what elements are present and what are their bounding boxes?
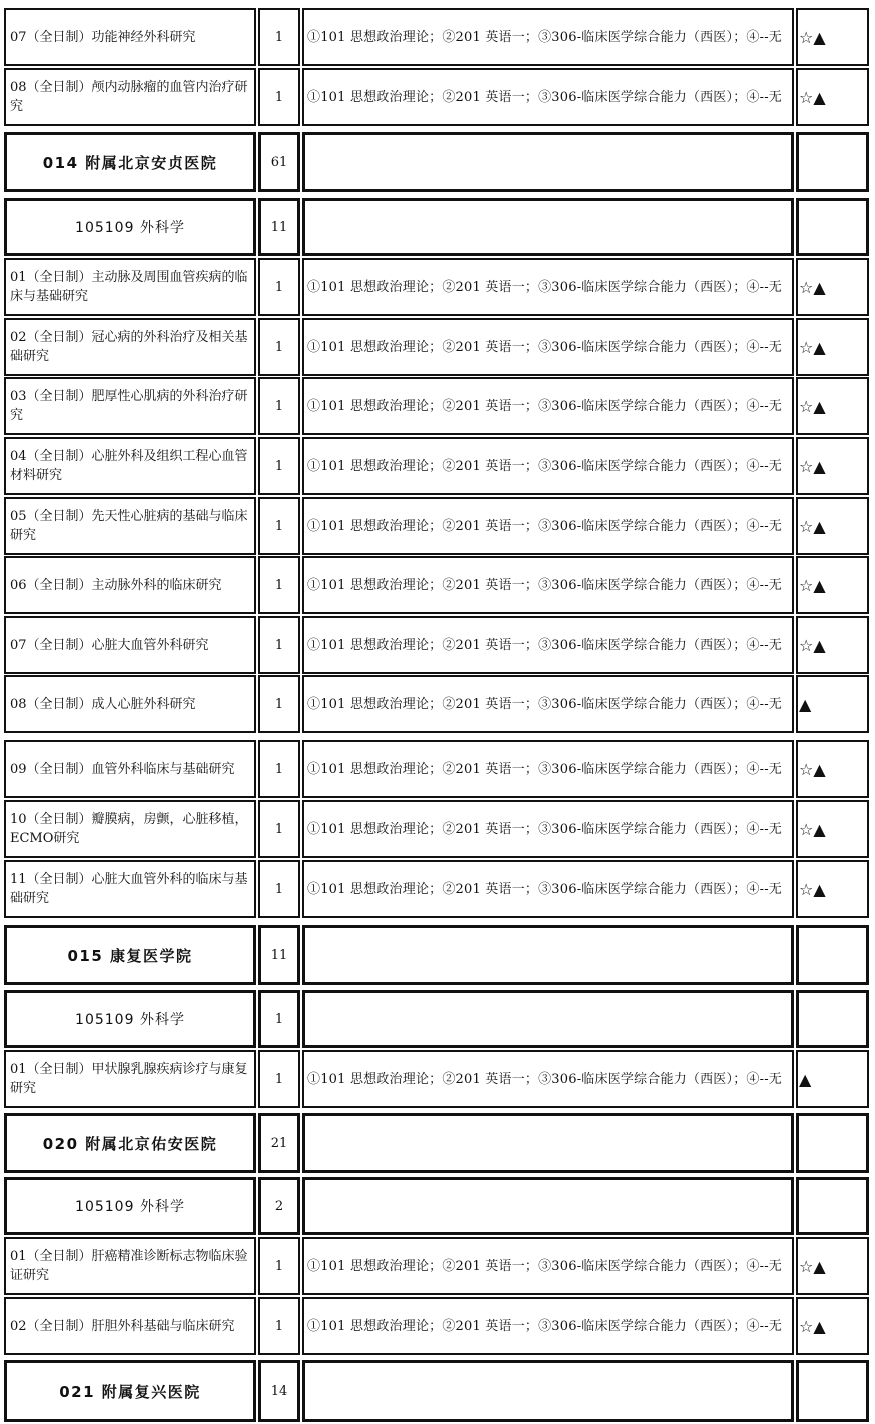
exam-subjects: ①101 思想政治理论；②201 英语一；③306-临床医学综合能力（西医）；④--无 xyxy=(307,89,782,105)
major-cell xyxy=(4,990,256,1048)
direction-name: 07（全日制）心脏大血管外科研究 xyxy=(10,637,209,653)
exam-cell xyxy=(302,377,794,435)
exam-subjects: ①101 思想政治理论；②201 英语一；③306-临床医学综合能力（西医）；④--无 xyxy=(307,1258,782,1274)
quota-cell xyxy=(258,990,300,1048)
star-triangle-mark: ☆▲ xyxy=(799,1256,826,1276)
mark-cell xyxy=(796,675,869,733)
mark-cell xyxy=(796,1050,869,1108)
quota-count: 1 xyxy=(274,821,284,837)
mark-cell xyxy=(796,437,869,495)
quota-cell xyxy=(258,800,300,858)
direction-cell xyxy=(4,258,256,316)
table-row xyxy=(2,860,871,918)
quota-cell xyxy=(258,1177,300,1235)
direction-cell xyxy=(4,860,256,918)
mark-cell xyxy=(796,318,869,376)
mark-cell xyxy=(796,556,869,614)
mark-cell xyxy=(796,1177,869,1235)
exam-cell xyxy=(302,437,794,495)
mark-cell xyxy=(796,1113,869,1173)
exam-cell xyxy=(302,68,794,126)
exam-cell xyxy=(302,990,794,1048)
department-name: 020 附属北京佑安医院 xyxy=(42,1134,218,1153)
quota-count: 1 xyxy=(274,761,284,777)
exam-cell xyxy=(302,1177,794,1235)
direction-name: 03（全日制）肥厚性心肌病的外科治疗研究 xyxy=(10,389,248,423)
exam-subjects: ①101 思想政治理论；②201 英语一；③306-临床医学综合能力（西医）；④--无 xyxy=(307,821,782,837)
quota-cell xyxy=(258,497,300,555)
direction-name: 04（全日制）心脏外科及组织工程心血管材料研究 xyxy=(10,449,248,483)
table-row xyxy=(2,68,871,126)
mark-cell xyxy=(796,990,869,1048)
table-row xyxy=(2,437,871,495)
quota-cell xyxy=(258,68,300,126)
star-triangle-mark: ☆▲ xyxy=(799,396,826,416)
quota-cell xyxy=(258,377,300,435)
quota-cell xyxy=(258,675,300,733)
exam-subjects: ①101 思想政治理论；②201 英语一；③306-临床医学综合能力（西医）；④--无 xyxy=(307,696,782,712)
table-row xyxy=(2,556,871,614)
direction-name: 06（全日制）主动脉外科的临床研究 xyxy=(10,577,222,593)
quota-count: 1 xyxy=(274,279,284,295)
exam-subjects: ①101 思想政治理论；②201 英语一；③306-临床医学综合能力（西医）；④--无 xyxy=(307,398,782,414)
department-row xyxy=(2,925,871,985)
major-cell xyxy=(4,198,256,256)
direction-cell xyxy=(4,8,256,66)
quota-cell xyxy=(258,1297,300,1355)
quota-count: 1 xyxy=(274,1258,284,1274)
direction-name: 01（全日制）肝癌精准诊断标志物临床验证研究 xyxy=(10,1249,248,1283)
quota-count: 11 xyxy=(270,947,288,963)
table-row xyxy=(2,377,871,435)
quota-count: 1 xyxy=(274,458,284,474)
direction-cell xyxy=(4,68,256,126)
direction-cell xyxy=(4,675,256,733)
department-row xyxy=(2,1360,871,1422)
direction-name: 07（全日制）功能神经外科研究 xyxy=(10,29,196,45)
direction-cell xyxy=(4,497,256,555)
exam-subjects: ①101 思想政治理论；②201 英语一；③306-临床医学综合能力（西医）；④--无 xyxy=(307,881,782,897)
quota-cell xyxy=(258,860,300,918)
star-triangle-mark: ☆▲ xyxy=(799,277,826,297)
major-row xyxy=(2,198,871,256)
quota-cell xyxy=(258,1360,300,1422)
exam-cell xyxy=(302,860,794,918)
direction-cell xyxy=(4,800,256,858)
quota-count: 1 xyxy=(274,398,284,414)
exam-cell xyxy=(302,1360,794,1422)
direction-name: 08（全日制）颅内动脉瘤的血管内治疗研究 xyxy=(10,80,248,114)
direction-name: 02（全日制）肝胆外科基础与临床研究 xyxy=(10,1318,235,1334)
exam-cell xyxy=(302,1237,794,1295)
department-row xyxy=(2,132,871,192)
star-triangle-mark: ☆▲ xyxy=(799,879,826,899)
direction-name: 05（全日制）先天性心脏病的基础与临床研究 xyxy=(10,509,248,543)
major-row xyxy=(2,1177,871,1235)
table-row xyxy=(2,675,871,733)
mark-cell xyxy=(796,1297,869,1355)
direction-cell xyxy=(4,740,256,798)
quota-count: 1 xyxy=(274,339,284,355)
quota-count: 1 xyxy=(274,1011,284,1027)
direction-name: 01（全日制）主动脉及周围血管疾病的临床与基础研究 xyxy=(10,270,248,304)
exam-subjects: ①101 思想政治理论；②201 英语一；③306-临床医学综合能力（西医）；④--无 xyxy=(307,518,782,534)
major-name: 105109 外科学 xyxy=(75,220,185,236)
quota-count: 61 xyxy=(270,154,288,170)
mark-cell xyxy=(796,377,869,435)
exam-cell xyxy=(302,1050,794,1108)
direction-cell xyxy=(4,1050,256,1108)
quota-cell xyxy=(258,437,300,495)
table-row xyxy=(2,258,871,316)
star-triangle-mark: ☆▲ xyxy=(799,27,826,47)
exam-cell xyxy=(302,198,794,256)
mark-cell xyxy=(796,860,869,918)
exam-subjects: ①101 思想政治理论；②201 英语一；③306-临床医学综合能力（西医）；④--无 xyxy=(307,637,782,653)
major-row xyxy=(2,990,871,1048)
direction-cell xyxy=(4,1297,256,1355)
exam-subjects: ①101 思想政治理论；②201 英语一；③306-临床医学综合能力（西医）；④--无 xyxy=(307,1318,782,1334)
mark-cell xyxy=(796,800,869,858)
mark-cell xyxy=(796,740,869,798)
direction-cell xyxy=(4,318,256,376)
exam-subjects: ①101 思想政治理论；②201 英语一；③306-临床医学综合能力（西医）；④--无 xyxy=(307,577,782,593)
quota-count: 1 xyxy=(274,518,284,534)
quota-count: 1 xyxy=(274,1318,284,1334)
exam-cell xyxy=(302,1113,794,1173)
quota-cell xyxy=(258,1237,300,1295)
direction-name: 10（全日制）瓣膜病，房颤，心脏移植，ECMO研究 xyxy=(10,812,248,846)
department-cell xyxy=(4,925,256,985)
quota-count: 11 xyxy=(270,219,288,235)
exam-cell xyxy=(302,740,794,798)
exam-cell xyxy=(302,1297,794,1355)
quota-count: 21 xyxy=(270,1135,288,1151)
star-triangle-mark: ☆▲ xyxy=(799,635,826,655)
exam-subjects: ①101 思想政治理论；②201 英语一；③306-临床医学综合能力（西医）；④--无 xyxy=(307,279,782,295)
quota-count: 1 xyxy=(274,1071,284,1087)
star-triangle-mark: ☆▲ xyxy=(799,337,826,357)
department-row xyxy=(2,1113,871,1173)
quota-count: 1 xyxy=(274,881,284,897)
mark-cell xyxy=(796,1360,869,1422)
department-cell xyxy=(4,1113,256,1173)
quota-cell xyxy=(258,925,300,985)
direction-name: 09（全日制）血管外科临床与基础研究 xyxy=(10,761,235,777)
table-row xyxy=(2,1050,871,1108)
exam-cell xyxy=(302,318,794,376)
star-triangle-mark: ☆▲ xyxy=(799,87,826,107)
quota-cell xyxy=(258,8,300,66)
mark-cell xyxy=(796,68,869,126)
quota-cell xyxy=(258,258,300,316)
mark-cell xyxy=(796,497,869,555)
quota-cell xyxy=(258,132,300,192)
triangle-mark: ▲ xyxy=(799,694,812,714)
quota-count: 1 xyxy=(274,637,284,653)
major-name: 105109 外科学 xyxy=(75,1199,185,1215)
exam-subjects: ①101 思想政治理论；②201 英语一；③306-临床医学综合能力（西医）；④--无 xyxy=(307,29,782,45)
exam-cell xyxy=(302,258,794,316)
quota-cell xyxy=(258,1113,300,1173)
quota-count: 1 xyxy=(274,577,284,593)
quota-cell xyxy=(258,556,300,614)
direction-name: 02（全日制）冠心病的外科治疗及相关基础研究 xyxy=(10,330,248,364)
major-cell xyxy=(4,1177,256,1235)
quota-cell xyxy=(258,616,300,674)
mark-cell xyxy=(796,1237,869,1295)
quota-count: 2 xyxy=(274,1198,284,1214)
quota-count: 1 xyxy=(274,89,284,105)
exam-cell xyxy=(302,132,794,192)
quota-count: 14 xyxy=(270,1383,288,1399)
exam-cell xyxy=(302,616,794,674)
quota-cell xyxy=(258,198,300,256)
direction-name: 01（全日制）甲状腺乳腺疾病诊疗与康复研究 xyxy=(10,1062,248,1096)
exam-cell xyxy=(302,497,794,555)
exam-cell xyxy=(302,675,794,733)
direction-name: 11（全日制）心脏大血管外科的临床与基础研究 xyxy=(10,872,248,906)
star-triangle-mark: ☆▲ xyxy=(799,1316,826,1336)
quota-cell xyxy=(258,1050,300,1108)
exam-subjects: ①101 思想政治理论；②201 英语一；③306-临床医学综合能力（西医）；④--无 xyxy=(307,339,782,355)
mark-cell xyxy=(796,132,869,192)
exam-cell xyxy=(302,556,794,614)
department-name: 014 附属北京安贞医院 xyxy=(42,153,218,172)
mark-cell xyxy=(796,616,869,674)
table-row xyxy=(2,616,871,674)
star-triangle-mark: ☆▲ xyxy=(799,819,826,839)
table-row xyxy=(2,740,871,798)
quota-cell xyxy=(258,740,300,798)
table-row xyxy=(2,1237,871,1295)
department-cell xyxy=(4,1360,256,1422)
table-row xyxy=(2,497,871,555)
department-cell xyxy=(4,132,256,192)
major-name: 105109 外科学 xyxy=(75,1012,185,1028)
table-row xyxy=(2,1297,871,1355)
exam-subjects: ①101 思想政治理论；②201 英语一；③306-临床医学综合能力（西医）；④--无 xyxy=(307,1071,782,1087)
mark-cell xyxy=(796,198,869,256)
star-triangle-mark: ☆▲ xyxy=(799,575,826,595)
table-row xyxy=(2,8,871,66)
triangle-mark: ▲ xyxy=(799,1069,812,1089)
mark-cell xyxy=(796,925,869,985)
exam-cell xyxy=(302,800,794,858)
department-name: 015 康复医学院 xyxy=(67,946,193,965)
exam-subjects: ①101 思想政治理论；②201 英语一；③306-临床医学综合能力（西医）；④--无 xyxy=(307,761,782,777)
direction-cell xyxy=(4,377,256,435)
direction-cell xyxy=(4,437,256,495)
table-row xyxy=(2,318,871,376)
department-name: 021 附属复兴医院 xyxy=(59,1382,201,1401)
star-triangle-mark: ☆▲ xyxy=(799,759,826,779)
table-row xyxy=(2,800,871,858)
quota-count: 1 xyxy=(274,696,284,712)
direction-cell xyxy=(4,556,256,614)
exam-cell xyxy=(302,8,794,66)
star-triangle-mark: ☆▲ xyxy=(799,456,826,476)
direction-cell xyxy=(4,616,256,674)
direction-cell xyxy=(4,1237,256,1295)
mark-cell xyxy=(796,258,869,316)
exam-cell xyxy=(302,925,794,985)
direction-name: 08（全日制）成人心脏外科研究 xyxy=(10,696,196,712)
mark-cell xyxy=(796,8,869,66)
quota-count: 1 xyxy=(274,29,284,45)
exam-subjects: ①101 思想政治理论；②201 英语一；③306-临床医学综合能力（西医）；④--无 xyxy=(307,458,782,474)
star-triangle-mark: ☆▲ xyxy=(799,516,826,536)
quota-cell xyxy=(258,318,300,376)
